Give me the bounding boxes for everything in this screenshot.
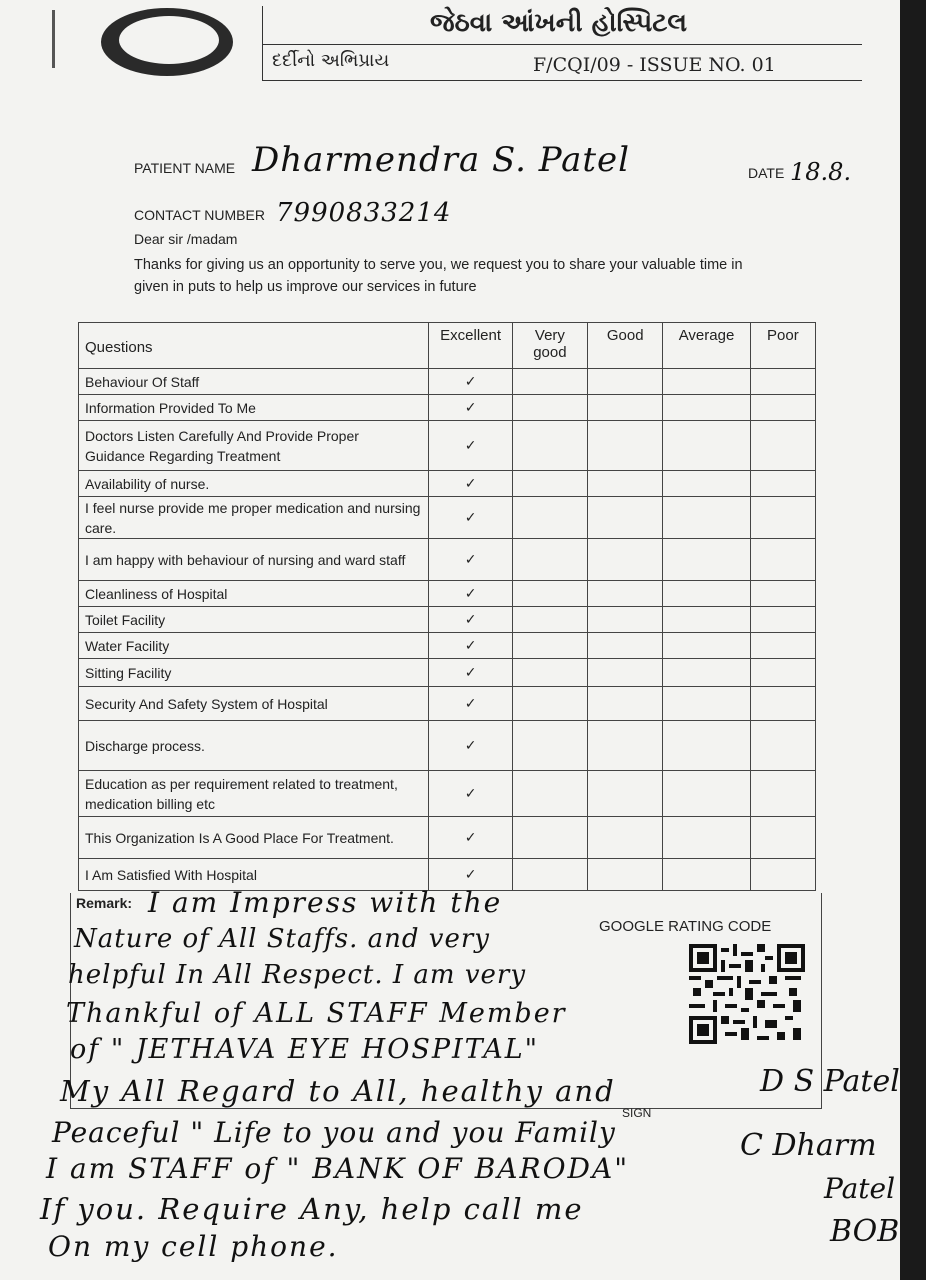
eye-logo-icon (98, 6, 236, 78)
remark-line: On my cell phone. (48, 1230, 339, 1263)
remark-line: I am STAFF of " BANK OF BARODA" (46, 1152, 630, 1185)
date-label: DATE (748, 165, 785, 181)
question-text: Information Provided To Me (79, 395, 429, 421)
excellent-tick-mark: ✓ (429, 817, 512, 859)
question-text: Availability of nurse. (79, 471, 429, 497)
table-row (79, 659, 816, 687)
table-row (79, 471, 816, 497)
excellent-tick-mark: ✓ (429, 581, 512, 607)
question-text: I Am Satisfied With Hospital (79, 859, 429, 891)
table-row (79, 421, 816, 471)
col-header-average: Average (663, 323, 750, 369)
excellent-tick-mark: ✓ (429, 497, 512, 539)
question-text: This Organization Is A Good Place For Treatment. (79, 817, 429, 859)
excellent-tick-mark: ✓ (429, 771, 512, 817)
header-divider-vertical (262, 6, 263, 80)
excellent-tick-mark: ✓ (429, 471, 512, 497)
remark-label: Remark: (76, 895, 133, 911)
question-text: I am happy with behaviour of nursing and ward staff (79, 539, 429, 581)
contact-number-value: 7990833214 (276, 198, 452, 228)
table-row (79, 687, 816, 721)
question-text: Discharge process. (79, 721, 429, 771)
question-text: Toilet Facility (79, 607, 429, 633)
excellent-tick-mark: ✓ (429, 859, 512, 891)
google-rating-qr-code-icon (689, 944, 805, 1044)
table-row (79, 607, 816, 633)
question-text: Education as per requirement related to treatment, medication billing etc (79, 771, 429, 817)
question-text: Behaviour Of Staff (79, 369, 429, 395)
signature-line: Patel (824, 1172, 896, 1205)
form-code: F/CQI/09 - ISSUE NO. 01 (533, 54, 776, 76)
header-divider-top (262, 44, 862, 45)
excellent-tick-mark: ✓ (429, 395, 512, 421)
signature-line: C Dharm (740, 1128, 877, 1163)
patient-name-value: Dharmendra S. Patel (252, 140, 631, 180)
sign-label: SIGN (622, 1106, 652, 1120)
table-row (79, 633, 816, 659)
signature-line: D S Patel (760, 1064, 900, 1099)
table-row (79, 771, 816, 817)
question-text: I feel nurse provide me proper medication and nursing care. (79, 497, 429, 539)
intro-line-2: given in puts to help us improve our services in future (134, 279, 477, 295)
question-text: Security And Safety System of Hospital (79, 687, 429, 721)
table-row (79, 369, 816, 395)
col-header-good: Good (588, 323, 663, 369)
remark-line: If you. Require Any, help call me (40, 1192, 584, 1226)
col-header-excellent: Excellent (429, 323, 512, 369)
col-header-questions: Questions (79, 323, 429, 369)
question-text: Cleanliness of Hospital (79, 581, 429, 607)
excellent-tick-mark: ✓ (429, 687, 512, 721)
table-row (79, 497, 816, 539)
question-text: Sitting Facility (79, 659, 429, 687)
excellent-tick-mark: ✓ (429, 721, 512, 771)
hospital-name: જેઠવા આંખની હોસ્પિટલ (430, 8, 688, 38)
remark-line: of " JETHAVA EYE HOSPITAL" (70, 1034, 540, 1065)
table-row (79, 539, 816, 581)
remark-line: Nature of All Staffs. and very (74, 924, 490, 954)
excellent-tick-mark: ✓ (429, 607, 512, 633)
patient-name-label: PATIENT NAME (134, 160, 236, 176)
remark-line: My All Regard to All, healthy and (60, 1074, 616, 1108)
contact-number-label: CONTACT NUMBER (134, 207, 265, 223)
form-subtitle: દર્દીનો અભિપ્રાય (272, 50, 390, 71)
feedback-table (78, 322, 816, 891)
table-row (79, 395, 816, 421)
excellent-tick-mark: ✓ (429, 659, 512, 687)
remark-line: Thankful of ALL STAFF Member (66, 998, 567, 1029)
excellent-tick-mark: ✓ (429, 421, 512, 471)
margin-mark (52, 10, 55, 68)
question-text: Doctors Listen Carefully And Provide Proper Guidance Regarding Treatment (79, 421, 429, 471)
excellent-tick-mark: ✓ (429, 369, 512, 395)
header-divider-bottom (262, 80, 862, 81)
salutation: Dear sir /madam (134, 231, 238, 247)
col-header-very-good: Very good (512, 323, 587, 369)
remark-line: helpful In All Respect. I am very (68, 960, 527, 990)
excellent-tick-mark: ✓ (429, 539, 512, 581)
signature-line: BOB (830, 1214, 900, 1249)
remark-line: I am Impress with the (148, 886, 503, 919)
col-header-poor: Poor (750, 323, 815, 369)
date-value: 18.8. (790, 158, 852, 186)
excellent-tick-mark: ✓ (429, 633, 512, 659)
intro-line-1: Thanks for giving us an opportunity to serve you, we request you to share your valuable time in (134, 257, 743, 273)
table-row (79, 581, 816, 607)
table-row (79, 817, 816, 859)
question-text: Water Facility (79, 633, 429, 659)
table-row (79, 721, 816, 771)
google-rating-label: GOOGLE RATING CODE (599, 918, 772, 935)
remark-line: Peaceful " Life to you and you Family (52, 1116, 616, 1149)
